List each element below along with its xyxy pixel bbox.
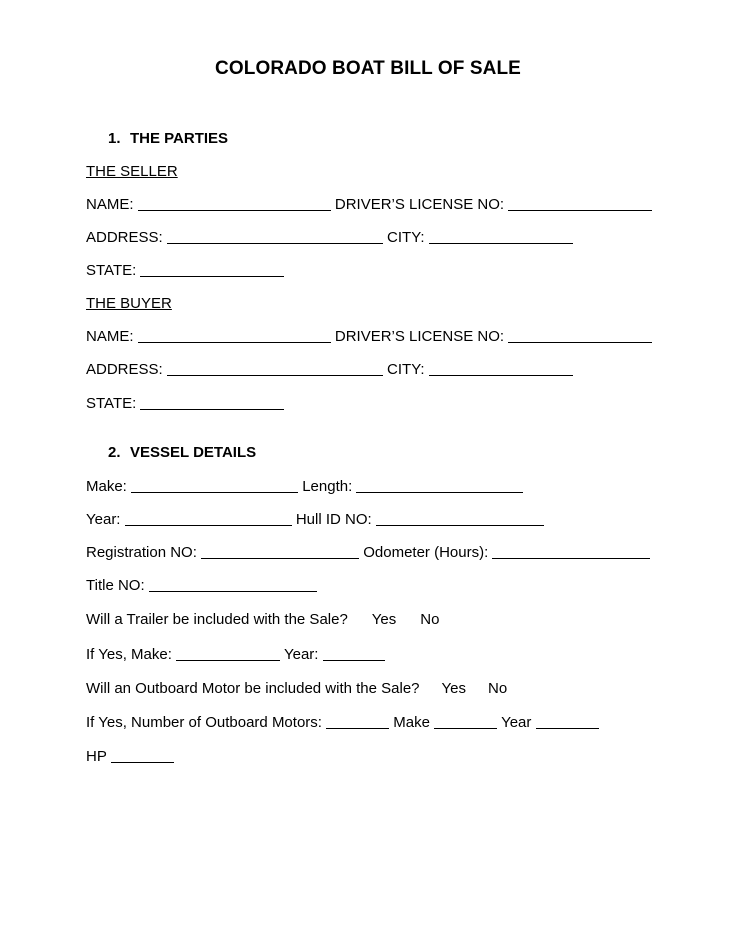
trailer-make-label: If Yes, Make:	[86, 646, 172, 663]
buyer-city-label: CITY:	[387, 361, 425, 378]
title-no-label: Title NO:	[86, 577, 145, 594]
buyer-license-field[interactable]	[508, 328, 652, 343]
trailer-no-option[interactable]: No	[420, 611, 440, 628]
buyer-state-label: STATE:	[86, 395, 137, 412]
make-label: Make:	[86, 478, 127, 495]
length-label: Length:	[302, 478, 353, 495]
seller-address-label: ADDRESS:	[86, 229, 163, 246]
section-vessel-heading	[108, 444, 256, 461]
motor-year-field[interactable]	[536, 714, 599, 729]
motor-yes-option[interactable]: Yes	[441, 680, 466, 697]
seller-state-row	[86, 262, 284, 280]
registration-label: Registration NO:	[86, 544, 197, 561]
hp-label: HP	[86, 748, 107, 765]
buyer-address-row	[86, 361, 573, 379]
motor-count-label: If Yes, Number of Outboard Motors:	[86, 714, 322, 731]
year-label: Year:	[86, 511, 121, 528]
hull-id-field[interactable]	[376, 511, 544, 526]
trailer-details-row	[86, 646, 385, 664]
trailer-make-field[interactable]	[176, 646, 280, 661]
buyer-name-field[interactable]	[138, 328, 331, 343]
seller-address-field[interactable]	[167, 229, 383, 244]
hull-id-label: Hull ID NO:	[295, 511, 372, 528]
registration-odometer-row	[86, 544, 650, 562]
motor-no-option[interactable]: No	[488, 680, 508, 697]
trailer-yes-option[interactable]: Yes	[371, 611, 397, 628]
buyer-state-row	[86, 395, 284, 413]
buyer-state-field[interactable]	[140, 395, 284, 410]
make-length-row	[86, 478, 523, 496]
section-title: VESSEL DETAILS	[130, 444, 257, 461]
buyer-address-field[interactable]	[167, 361, 383, 376]
registration-field[interactable]	[201, 544, 359, 559]
seller-name-label: NAME:	[86, 196, 134, 213]
section-title: THE PARTIES	[130, 130, 229, 147]
buyer-license-label: DRIVER’S LICENSE NO:	[334, 328, 505, 345]
hp-field[interactable]	[111, 748, 174, 763]
hp-row	[86, 748, 174, 766]
buyer-city-field[interactable]	[429, 361, 573, 376]
length-field[interactable]	[356, 478, 523, 493]
trailer-year-label: Year:	[283, 646, 319, 663]
buyer-name-row	[86, 328, 652, 346]
buyer-subheading: THE BUYER	[86, 295, 172, 312]
year-field[interactable]	[125, 511, 292, 526]
buyer-name-label: NAME:	[86, 328, 134, 345]
year-hull-row	[86, 511, 544, 529]
seller-city-label: CITY:	[387, 229, 425, 246]
odometer-label: Odometer (Hours):	[363, 544, 489, 561]
trailer-question-row	[86, 611, 439, 629]
seller-state-label: STATE:	[86, 262, 137, 279]
seller-subheading: THE SELLER	[86, 163, 178, 180]
seller-license-label: DRIVER’S LICENSE NO:	[334, 196, 505, 213]
seller-state-field[interactable]	[140, 262, 284, 277]
seller-address-row	[86, 229, 573, 247]
motor-details-row	[86, 714, 599, 732]
section-number: 2.	[108, 444, 121, 461]
motor-make-label: Make	[393, 714, 430, 731]
motor-year-label: Year	[501, 714, 532, 731]
section-parties-heading	[108, 130, 228, 147]
make-field[interactable]	[131, 478, 298, 493]
trailer-question: Will a Trailer be included with the Sale?	[86, 611, 348, 628]
section-number: 1.	[108, 130, 121, 147]
seller-name-row	[86, 196, 652, 214]
title-no-row	[86, 577, 317, 595]
seller-city-field[interactable]	[429, 229, 573, 244]
motor-make-field[interactable]	[434, 714, 497, 729]
trailer-year-field[interactable]	[323, 646, 385, 661]
seller-name-field[interactable]	[138, 196, 331, 211]
title-no-field[interactable]	[149, 577, 317, 592]
motor-question-row	[86, 680, 507, 698]
buyer-address-label: ADDRESS:	[86, 361, 163, 378]
motor-question: Will an Outboard Motor be included with the Sale?	[86, 680, 420, 697]
odometer-field[interactable]	[492, 544, 650, 559]
seller-license-field[interactable]	[508, 196, 652, 211]
motor-count-field[interactable]	[326, 714, 389, 729]
document-title: COLORADO BOAT BILL OF SALE	[215, 58, 521, 79]
